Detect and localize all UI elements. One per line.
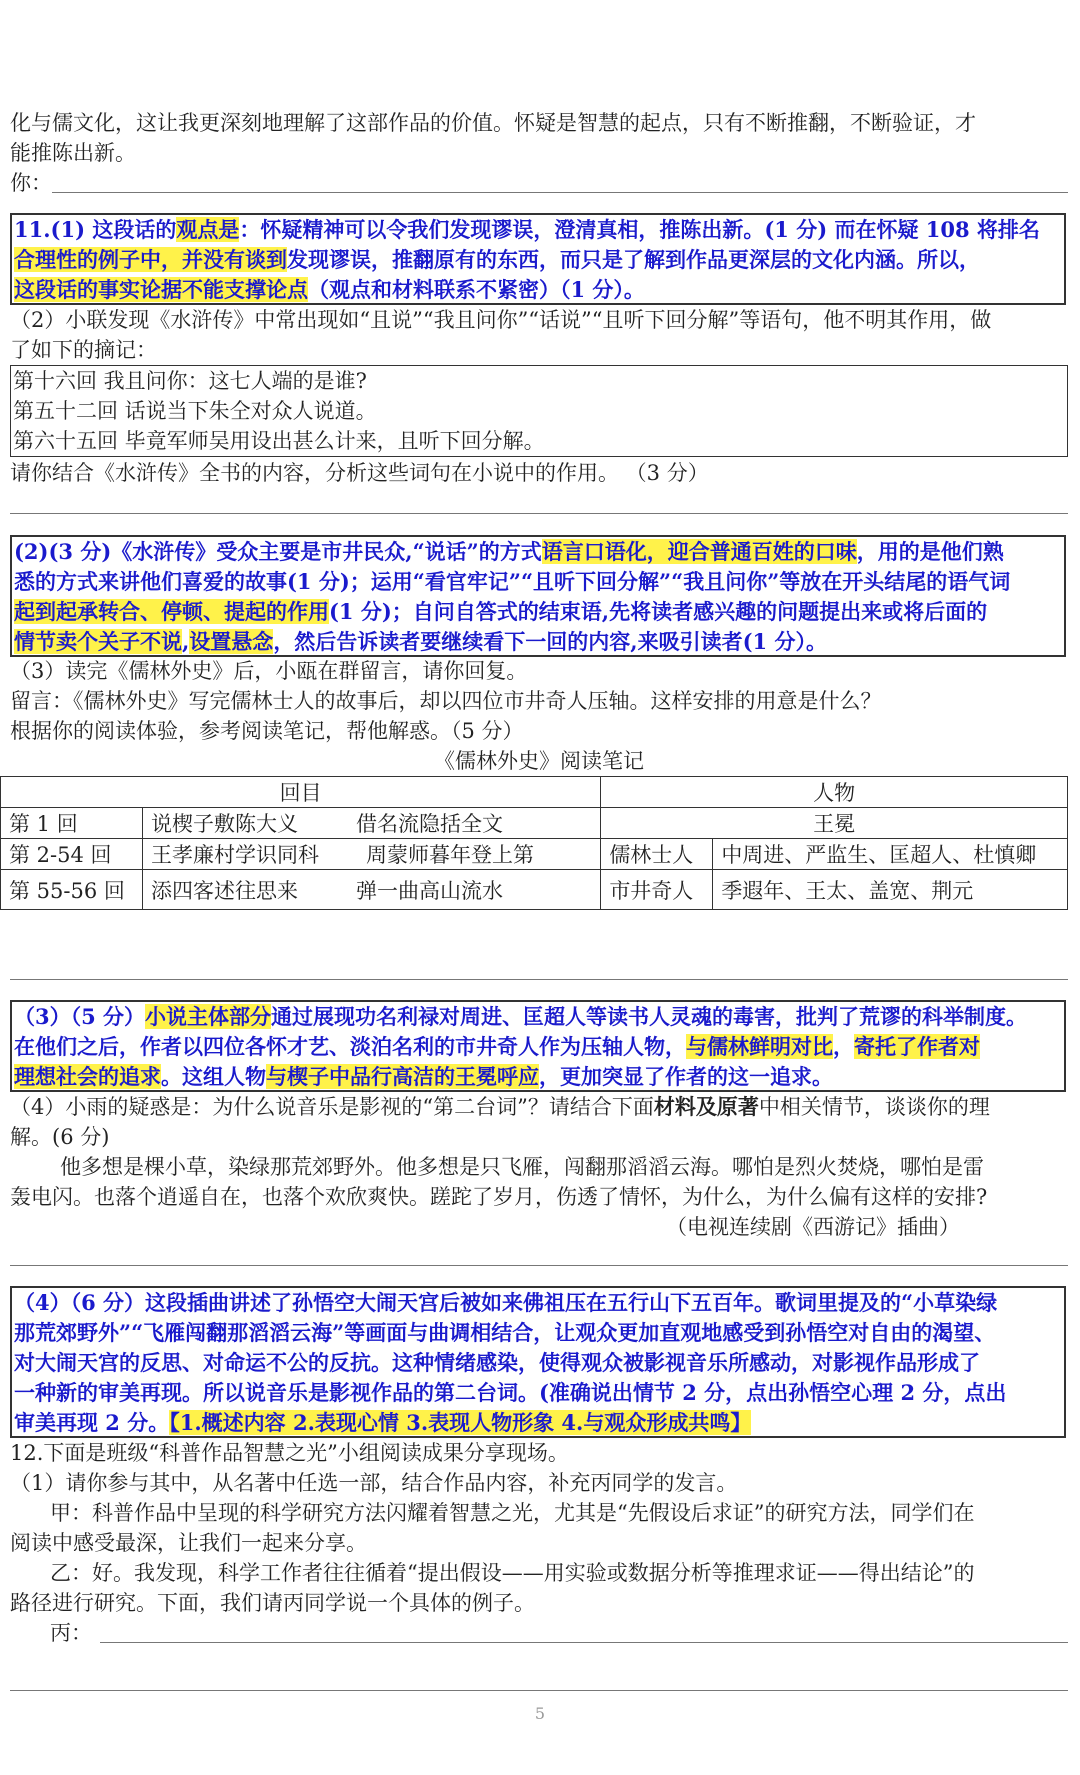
cell-people: 季遐年、王太、盖宽、荆元 bbox=[713, 870, 1068, 910]
highlight: 小说主体部分 bbox=[145, 1004, 272, 1029]
text-line: 那荒郊野外”“飞雁闯翻那滔滔云海”等画面与曲调相结合，让观众更加直观地感受到孙悟空对自由的渴望、 bbox=[14, 1320, 996, 1345]
cell-group: 市井奇人 bbox=[601, 870, 713, 910]
title-part: 弹一曲高山流水 bbox=[356, 878, 503, 903]
highlight: 语言口语化，迎合普通百姓的口味 bbox=[541, 539, 857, 564]
answer-line bbox=[10, 1690, 1068, 1691]
header-chapter: 回目 bbox=[1, 777, 601, 808]
text-line: （3）读完《儒林外史》后，小瓯在群留言，请你回复。 bbox=[10, 659, 528, 683]
text: ，然后告诉读者要继续看下一回的内容,来吸引读者(1 分）。 bbox=[273, 629, 827, 654]
text: 中相关情节，谈谈你的理 bbox=[758, 1095, 990, 1119]
table-row bbox=[1, 808, 1068, 839]
answer-box-11-1 bbox=[10, 213, 1066, 305]
answer-line bbox=[100, 1642, 1068, 1643]
text-line: （4）（6 分）这段插曲讲述了孙悟空大闹天宫后被如来佛祖压在五行山下五百年。歌词里提及的“小草染绿 bbox=[14, 1290, 998, 1315]
intro-line: 能推陈出新。 bbox=[10, 141, 136, 165]
highlight: 设置悬念 bbox=[189, 629, 274, 654]
excerpt-line: 第十六回 我且问你：这七人端的是谁? bbox=[13, 369, 367, 393]
excerpt-line: 第六十五回 毕竟军师吴用设出甚么计来，且听下回分解。 bbox=[13, 429, 545, 453]
answer-line bbox=[10, 1265, 1068, 1266]
text: 。这组人物 bbox=[161, 1064, 266, 1089]
text-line: 了如下的摘记： bbox=[10, 338, 157, 362]
answer-box-11-3 bbox=[10, 1000, 1066, 1092]
question-3-text bbox=[10, 656, 1068, 746]
cell-title bbox=[143, 839, 601, 870]
cell-chapter: 第 55-56 回 bbox=[1, 870, 143, 910]
cell-title bbox=[143, 870, 601, 910]
excerpt-box bbox=[10, 365, 1068, 457]
answer-box-11-4 bbox=[10, 1286, 1066, 1438]
title-part: 说楔子敷陈大义 bbox=[151, 812, 298, 836]
reading-notes-table bbox=[0, 776, 1068, 910]
highlight: 与儒林鲜明对比 bbox=[686, 1034, 833, 1059]
intro-paragraph bbox=[10, 108, 1068, 168]
question-2-ask: 请你结合《水浒传》全书的内容，分析这些词句在小说中的作用。 （3 分） bbox=[10, 461, 709, 485]
text: (1 分)；自问自答式的结束语,先将读者感兴趣的问题提出来或将后面的 bbox=[329, 599, 988, 624]
lyric-line: 轰电闪。也落个逍遥自在，也落个欢欣爽快。蹉跎了岁月，伤透了情怀，为什么，为什么偏有这样的安排? bbox=[10, 1185, 988, 1209]
highlight: 寄托了作者对 bbox=[854, 1034, 980, 1059]
table-header-row bbox=[1, 777, 1068, 808]
text-line: 路径进行研究。下面，我们请丙同学说一个具体的例子。 bbox=[10, 1591, 535, 1615]
title-part: 周蒙师暮年登上第 bbox=[366, 843, 534, 867]
text-line: 乙：好。我发现，科学工作者往往循着“提出假设——用实验或数据分析等推理求证——得出结论”的 bbox=[50, 1561, 975, 1585]
text: （4）小雨的疑惑是：为什么说音乐是影视的“第二台词”？请结合下面 bbox=[10, 1095, 654, 1119]
text-line: （2）小联发现《水浒传》中常出现如“且说”“我且问你”“话说”“且听下回分解”等语句，他不明其作用，做 bbox=[10, 308, 992, 332]
lyric-line: 他多想是棵小草，染绿那荒郊野外。他多想是只飞雁，闯翻那滔滔云海。哪怕是烈火焚烧，哪怕是雷 bbox=[60, 1155, 984, 1179]
text: （观点和材料联系不紧密）（1 分）。 bbox=[308, 277, 645, 302]
table-title: 《儒林外史》阅读笔记 bbox=[434, 749, 644, 773]
text: 发现谬误，推翻原有的东西，而只是了解到作品更深层的文化内涵。所以， bbox=[287, 247, 980, 272]
question-12-text bbox=[10, 1438, 1068, 1648]
answer-line bbox=[10, 513, 1068, 514]
text: 审美再现 2 分。 bbox=[14, 1410, 170, 1435]
intro-line: 化与儒文化，这让我更深刻地理解了这部作品的价值。怀疑是智慧的起点，只有不断推翻，不断验证，才 bbox=[10, 111, 976, 135]
text: ，用的是他们熟 bbox=[856, 539, 1004, 564]
highlight: 楔子中品行高洁的王冕呼应 bbox=[287, 1064, 539, 1089]
cell-people: 中周进、严监生、匡超人、杜慎卿 bbox=[713, 839, 1068, 870]
text-line: 阅读中感受最深，让我们一起来分享。 bbox=[10, 1531, 367, 1555]
text: (2)(3 分)《水浒传》受众主要是市井民众,“说话”的方式 bbox=[14, 539, 542, 564]
excerpt-line: 第五十二回 话说当下朱仝对众人说道。 bbox=[13, 399, 377, 423]
cell-chapter: 第 2-54 回 bbox=[1, 839, 143, 870]
text: , bbox=[182, 629, 190, 654]
text: （3）（5 分） bbox=[14, 1004, 146, 1029]
highlight: 起到起承转合、停顿、提起的作用 bbox=[14, 599, 329, 624]
answer-line bbox=[10, 979, 1068, 980]
header-people: 人物 bbox=[601, 777, 1068, 808]
highlight: 与 bbox=[266, 1064, 287, 1089]
lyric-source: （电视连续剧《西游记》插曲） bbox=[666, 1215, 960, 1239]
highlight: 合理性的例子中，并 bbox=[14, 247, 203, 272]
text: ，更加突显了作者的这一追求。 bbox=[539, 1064, 833, 1089]
text: 悉的方式来讲他们喜爱的故事(1 分)；运用“看官牢记”“且听下回分解”“我且问你”等放在开头结尾的语气词 bbox=[14, 569, 1011, 594]
text-line: （1）请你参与其中，从名著中任选一部，结合作品内容，补充丙同学的发言。 bbox=[10, 1471, 738, 1495]
text-line: 解。(6 分) bbox=[10, 1125, 110, 1149]
title-part: 添四客述往思来 bbox=[151, 878, 298, 903]
answer-line bbox=[52, 192, 1068, 193]
highlight: 观点是 bbox=[176, 217, 240, 242]
highlight: 【1.概述内容 2.表现心情 3.表现人物形象 4.与观众形成共鸣】 bbox=[169, 1410, 752, 1435]
highlight: 这段话的 bbox=[14, 277, 98, 302]
highlight: 事实论据不能支撑论点 bbox=[98, 277, 308, 302]
highlight: 情节卖个关子不说 bbox=[14, 629, 182, 654]
you-label: 你： bbox=[10, 171, 52, 195]
cell-title bbox=[143, 808, 601, 839]
title-part: 借名流隐括全文 bbox=[356, 812, 503, 836]
text-line: 留言：《儒林外史》写完儒林士人的故事后，却以四位市井奇人压轴。这样安排的用意是什么？ bbox=[10, 689, 882, 713]
text: 通过展现功名利禄对周进、匡超人等读书人灵魂的毒害，批判了荒谬的科举制度。 bbox=[271, 1004, 1028, 1029]
text-line: 甲：科普作品中呈现的科学研究方法闪耀着智慧之光，尤其是“先假设后求证”的研究方法，同学们在 bbox=[50, 1501, 975, 1525]
highlight: 没有谈到 bbox=[203, 247, 287, 272]
text: ， bbox=[833, 1034, 854, 1059]
table-row bbox=[1, 870, 1068, 910]
question-2-intro bbox=[10, 305, 1068, 365]
text-line: 12.下面是班级“科普作品智慧之光”小组阅读成果分享现场。 bbox=[10, 1441, 569, 1465]
text: 在他们之后，作者以四位各怀才艺、淡泊名利的市井奇人作为压轴人物， bbox=[14, 1034, 686, 1059]
table-row bbox=[1, 839, 1068, 870]
text-bold: 材料及原著 bbox=[653, 1094, 759, 1119]
text-line: 根据你的阅读体验，参考阅读笔记，帮他解惑。（5 分） bbox=[10, 719, 524, 743]
cell-chapter: 第 1 回 bbox=[1, 808, 143, 839]
title-part: 王孝廉村学识同科 bbox=[151, 843, 319, 867]
text: 11.(1) 这段话的 bbox=[14, 217, 177, 242]
cell-group: 儒林士人 bbox=[601, 839, 713, 870]
text: ：怀疑精神可以令我们发现谬误，澄清真相，推陈出新。(1 分) 而在怀疑 108 将排名 bbox=[239, 217, 1040, 242]
question-4-text bbox=[10, 1092, 1068, 1242]
cell-people: 王冕 bbox=[601, 808, 1068, 839]
highlight: 理想社会的追求 bbox=[14, 1064, 161, 1089]
bing-label: 丙： bbox=[50, 1621, 92, 1645]
answer-box-11-2 bbox=[10, 535, 1066, 657]
text-line: 对大闹天宫的反思、对命运不公的反抗。这种情绪感染，使得观众被影视音乐所感动，对影视作品形成了 bbox=[14, 1350, 980, 1375]
text-line: 一种新的审美再现。所以说音乐是影视作品的第二台词。(准确说出情节 2 分，点出孙悟空心理 2 分，点出 bbox=[14, 1380, 1007, 1405]
page-number: 5 bbox=[534, 1704, 546, 1723]
